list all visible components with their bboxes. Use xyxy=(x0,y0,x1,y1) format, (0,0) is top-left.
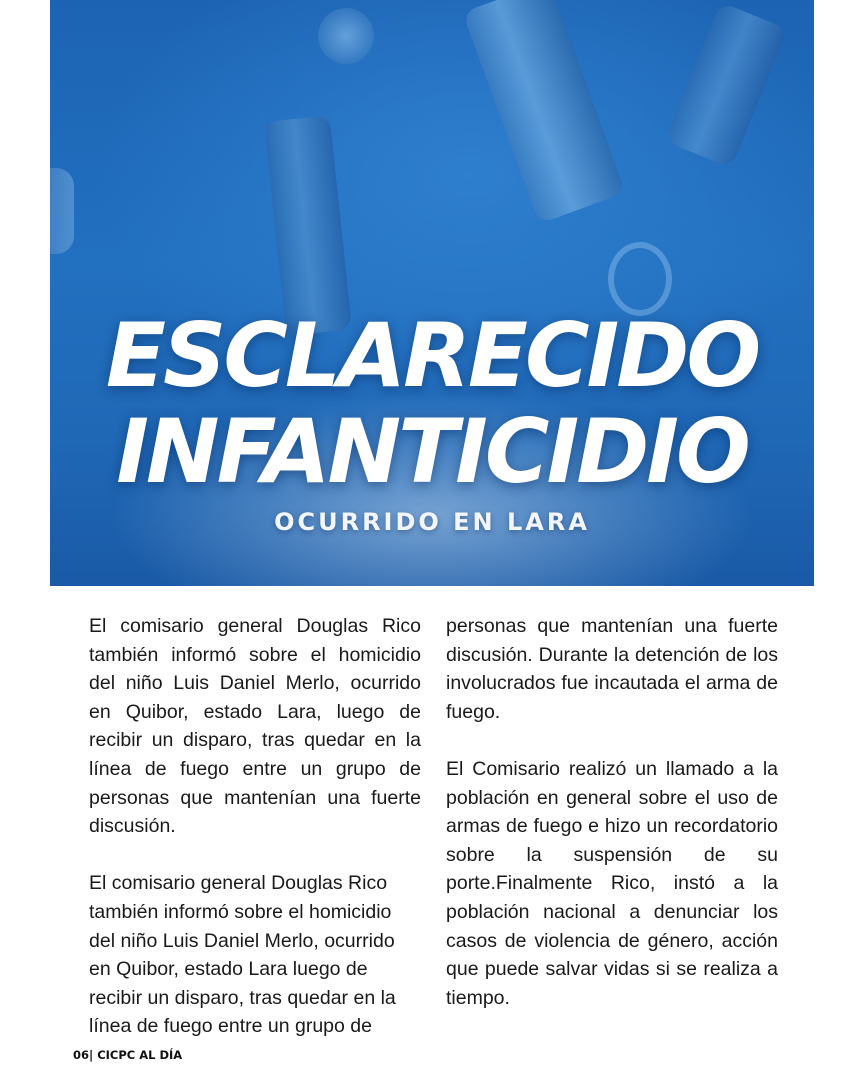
headline-line-1: ESCLARECIDO xyxy=(105,304,759,407)
bullet-casing-graphic xyxy=(462,0,625,224)
bullet-casing-graphic xyxy=(50,168,74,254)
paragraph: personas que mantenían una fuerte discusión. Durante la detención de los involucrados fue incautada el arma de fuego. xyxy=(446,615,778,723)
paragraph: El Comisario realizó un llamado a la población en general sobre el uso de armas de fuego e hizo un recordatorio sobre la suspensión de su porte.Finalmente Rico, instó a la población nacional a denunciar los casos de violencia de género, acción que puede salvar vidas si se realiza a tiempo. xyxy=(446,757,778,1009)
headline-line-2: INFANTICIDIO xyxy=(116,400,748,503)
bullet-casing-graphic xyxy=(665,2,788,168)
paragraph: El comisario general Douglas Rico también informó sobre el homicidio del niño Luis Daniel Merlo, ocurrido en Quibor, estado Lara luego de recibir un disparo, tras quedar en la línea de fuego entre un grupo de xyxy=(89,872,396,1038)
article-right-column xyxy=(446,612,778,1041)
bullet-casing-graphic xyxy=(318,8,374,64)
hero-image xyxy=(50,0,814,586)
paragraph: El comisario general Douglas Rico también informó sobre el homicidio del niño Luis Daniel Merlo, ocurrido en Quibor, estado Lara, luego de recibir un disparo, tras quedar en la línea de fuego entre un grupo de personas que mantenían una fuerte discusión. xyxy=(89,615,421,838)
page-footer: 06| CICPC AL DÍA xyxy=(73,1048,183,1062)
subheadline: OCURRIDO EN LARA xyxy=(274,508,590,536)
bullet-casing-graphic xyxy=(264,115,352,336)
article-left-column xyxy=(89,612,421,1070)
